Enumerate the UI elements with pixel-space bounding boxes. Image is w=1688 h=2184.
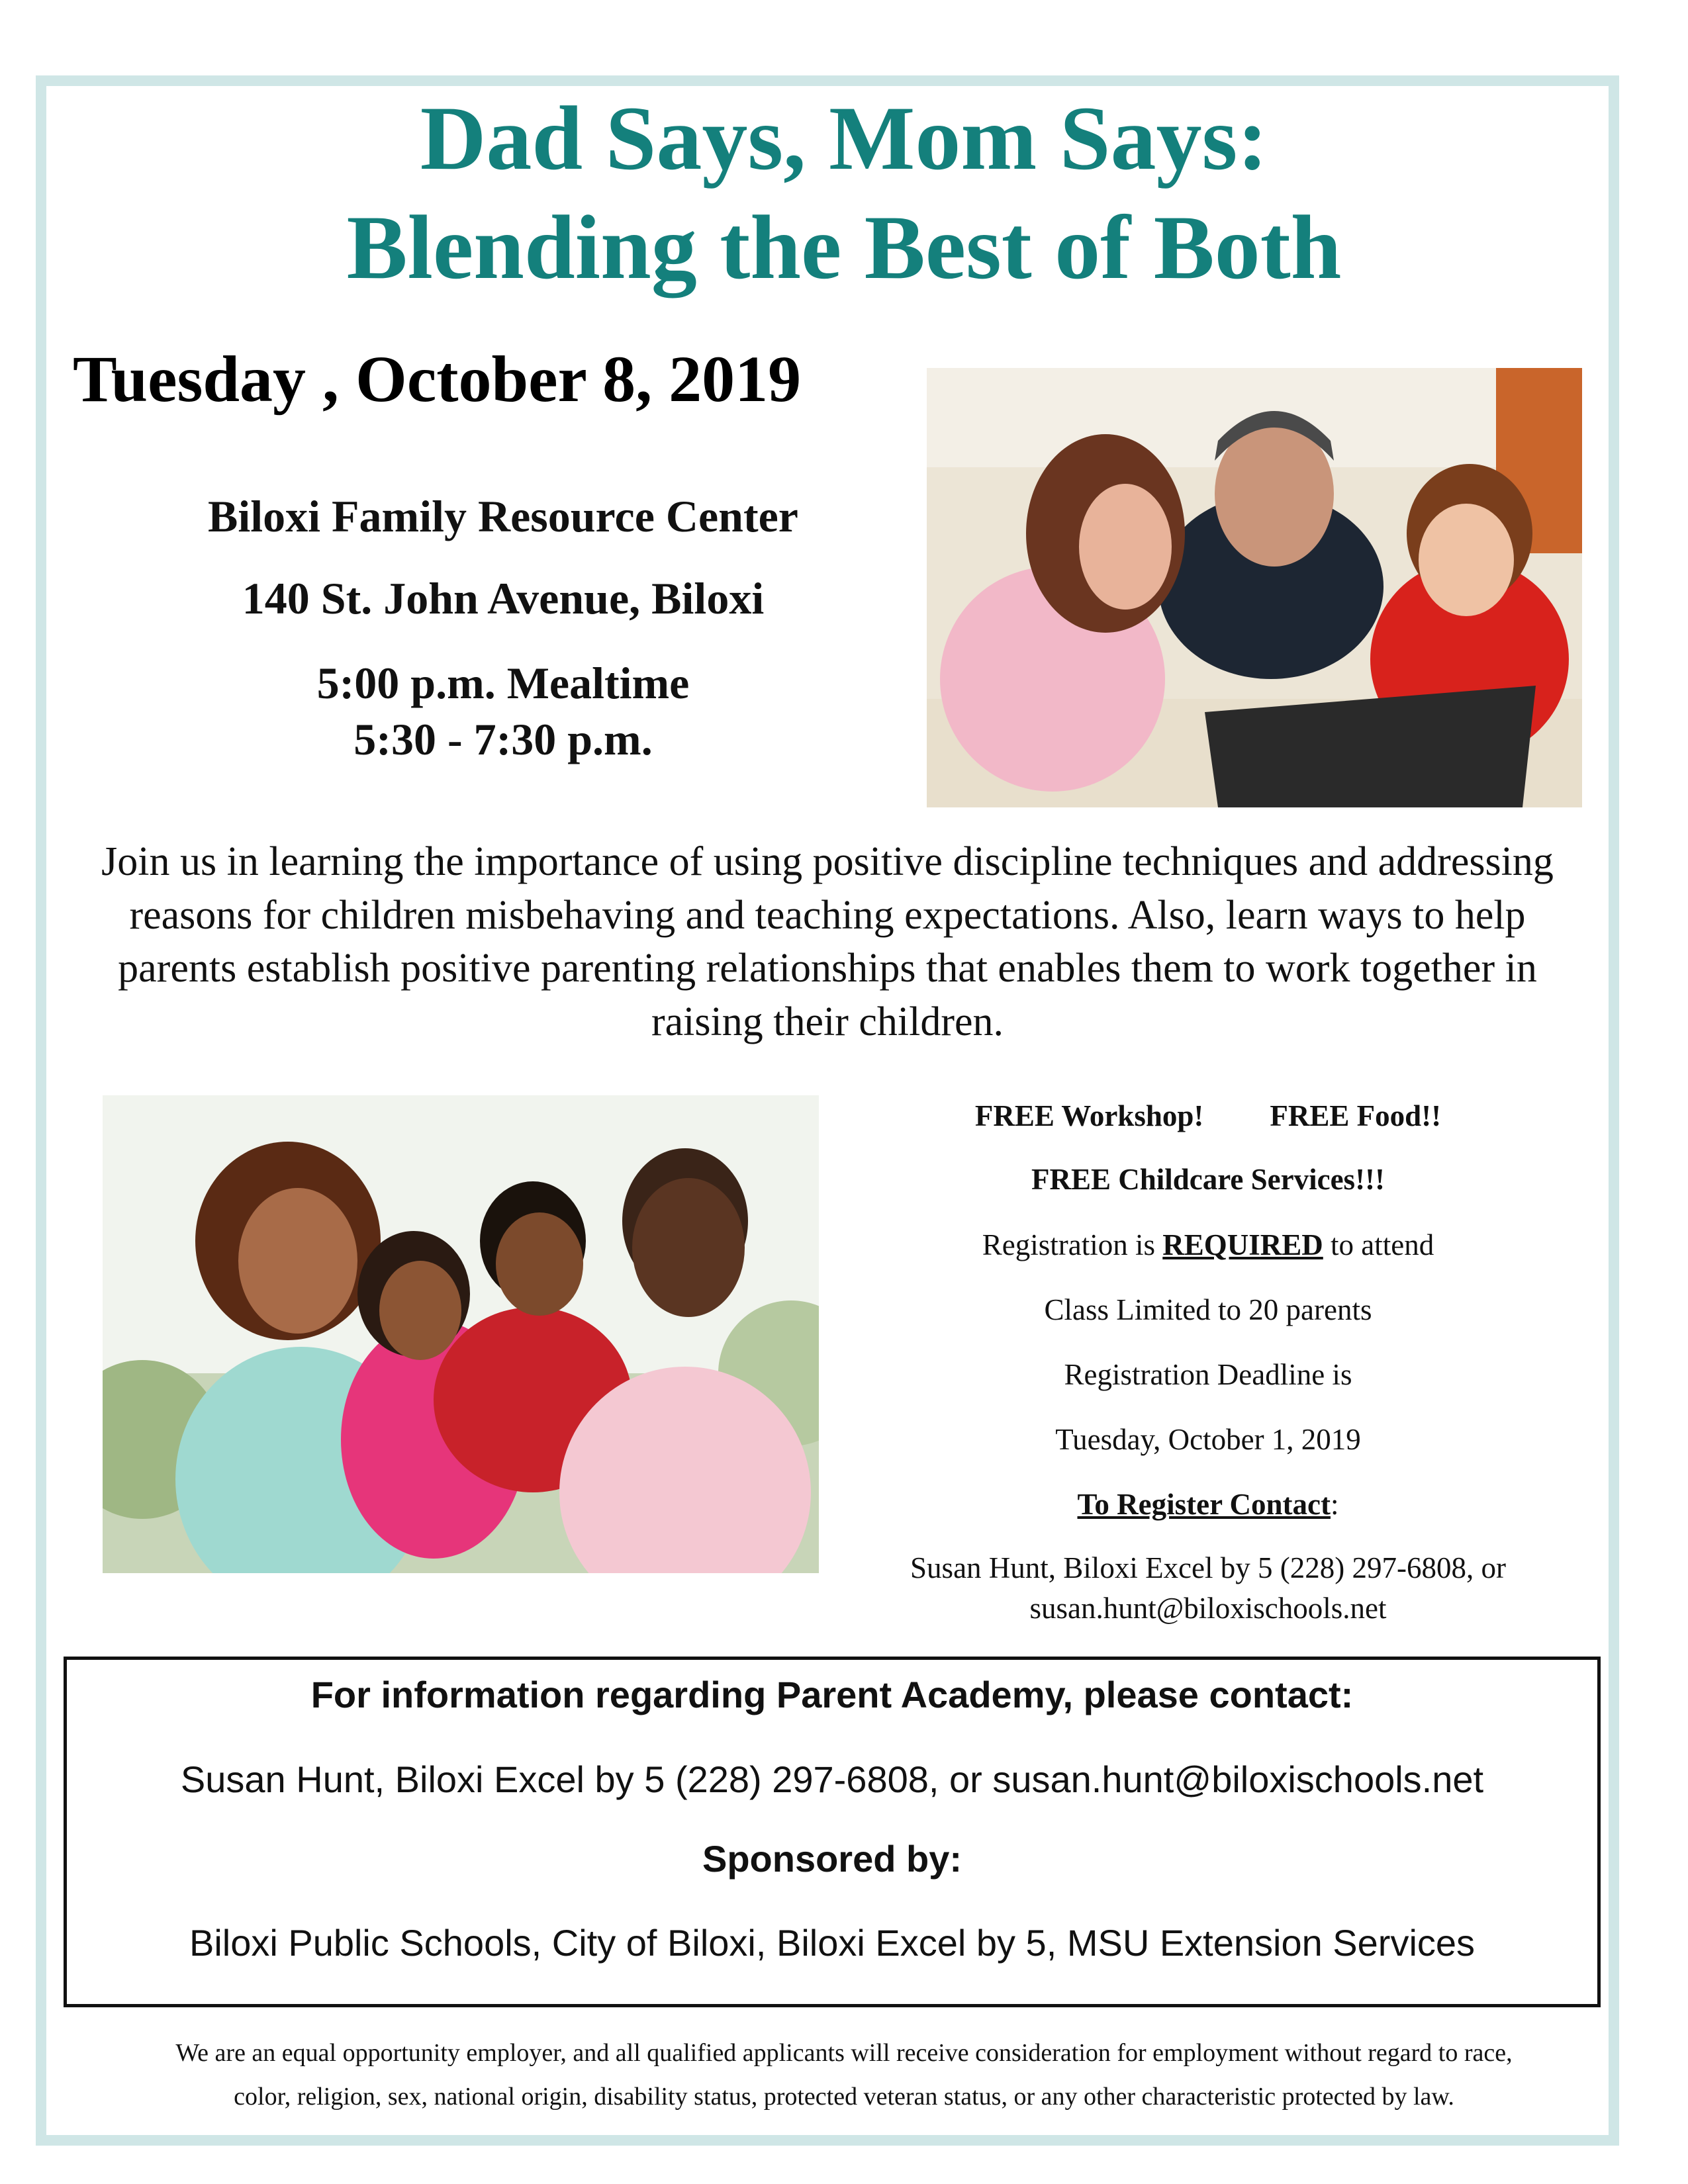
register-heading: To Register Contact xyxy=(1077,1488,1331,1521)
venue-name: Biloxi Family Resource Center xyxy=(207,491,798,541)
register-email[interactable]: susan.hunt@biloxischools.net xyxy=(1029,1592,1387,1625)
meal-time: 5:00 p.m. Mealtime xyxy=(316,658,690,708)
eeo-statement-line-1: We are an equal opportunity employer, and all qualified applicants will receive consideration for employment without regard to race, xyxy=(175,2039,1513,2067)
free-food: FREE Food!! xyxy=(1270,1099,1442,1132)
info-contact: Susan Hunt, Biloxi Excel by 5 (228) 297-6808, or susan.hunt@biloxischools.net xyxy=(180,1758,1484,1800)
deadline-label: Registration Deadline is xyxy=(1064,1358,1352,1391)
class-limit: Class Limited to 20 parents xyxy=(1044,1293,1372,1326)
registration-suffix: to attend xyxy=(1331,1228,1434,1261)
session-time: 5:30 - 7:30 p.m. xyxy=(353,714,653,764)
sponsor-heading: Sponsored by: xyxy=(702,1838,962,1880)
register-contact-line-1: Susan Hunt, Biloxi Excel by 5 (228) 297-6808, or xyxy=(910,1551,1506,1584)
deadline-date: Tuesday, October 1, 2019 xyxy=(1055,1423,1361,1456)
event-description: Join us in learning the importance of using positive discipline techniques and addressing reasons for children misbehaving and teaching expectations. Also, learn ways to help parents establish positive parenting relationships that enables them to work together in raising their children. xyxy=(101,839,1554,1044)
info-heading: For information regarding Parent Academy, please contact: xyxy=(310,1674,1354,1715)
smiling-family-photo xyxy=(103,1095,819,1573)
registration-required-line xyxy=(861,1228,1556,1262)
title-line-2: Blending the Best of Both xyxy=(346,197,1342,298)
register-heading-line xyxy=(861,1487,1556,1522)
info-box xyxy=(64,1657,1601,2007)
eeo-statement-line-2: color, religion, sex, national origin, disability status, protected veteran status, or any other characteristic protected by law. xyxy=(234,2083,1454,2111)
registration-prefix: Registration is xyxy=(982,1228,1155,1261)
free-offers-line xyxy=(861,1099,1556,1133)
free-workshop: FREE Workshop! xyxy=(974,1099,1204,1132)
title-line-1: Dad Says, Mom Says: xyxy=(420,87,1268,189)
sponsor-list: Biloxi Public Schools, City of Biloxi, Biloxi Excel by 5, MSU Extension Services xyxy=(189,1922,1476,1964)
family-laptop-photo xyxy=(927,368,1582,807)
event-date: Tuesday , October 8, 2019 xyxy=(73,342,802,416)
free-childcare: FREE Childcare Services!!! xyxy=(1031,1163,1385,1196)
venue-address: 140 St. John Avenue, Biloxi xyxy=(242,573,765,623)
registration-required: REQUIRED xyxy=(1162,1228,1323,1261)
register-colon: : xyxy=(1330,1488,1339,1521)
